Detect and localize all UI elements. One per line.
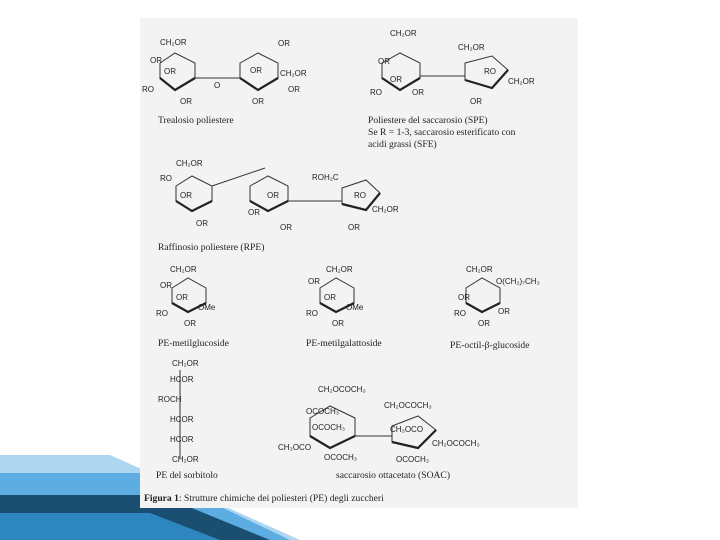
- atom-spe-5: OR: [412, 88, 424, 97]
- caption-metilglucoside: PE-metilglucoside: [158, 338, 229, 349]
- ring-octilglucoside-edge: [466, 303, 500, 312]
- atom-spe-1: CH₂OR: [390, 29, 417, 38]
- atom-octilglucoside-4: RO: [454, 309, 466, 318]
- atom-soac-5: OCOCH₃: [324, 453, 358, 462]
- atom-metilglucoside-3: OR: [176, 293, 188, 302]
- structure-trealosio: [142, 38, 307, 126]
- atom-spe-4: RO: [370, 88, 382, 97]
- atom-soac-3: OCOCH₃: [312, 423, 346, 432]
- atom-spe-8: CH₂OR: [508, 77, 535, 86]
- atom-sorbitolo-2: HCOR: [170, 375, 194, 384]
- ring-trealosio-2-edge: [240, 78, 278, 90]
- caption-spe-line3: acidi grassi (SFE): [368, 139, 437, 150]
- structure-octilglucoside: [450, 265, 540, 351]
- atom-octilglucoside-3: OR: [458, 293, 470, 302]
- atom-metilgalattoside-4: RO: [306, 309, 318, 318]
- caption-sorbitolo: PE del sorbitolo: [156, 470, 218, 481]
- ring-trealosio-1-edge: [160, 78, 195, 90]
- atom-sorbitolo-1: CH₂OR: [172, 359, 199, 368]
- atom-metilgalattoside-1: CH₂OR: [326, 265, 353, 274]
- atom-trealosio-9: CH₂OR: [280, 69, 307, 78]
- atom-soac-8: CH₂OCOCH₃: [432, 439, 480, 448]
- atom-trealosio-4: RO: [142, 85, 154, 94]
- atom-rpe-6: OR: [267, 191, 279, 200]
- atom-metilgalattoside-3: OR: [324, 293, 336, 302]
- atom-metilglucoside-6: OR: [184, 319, 196, 328]
- figure-caption-text: [144, 493, 384, 504]
- ring-soac-glucose-edge: [310, 436, 355, 448]
- atom-trealosio-1: CH₂OR: [160, 38, 187, 47]
- atom-spe-7: RO: [484, 67, 496, 76]
- atom-rpe-3: OR: [180, 191, 192, 200]
- atom-rpe-1: CH₂OR: [176, 159, 203, 168]
- figure-panel: [140, 18, 578, 508]
- caption-soac: saccarosio ottacetato (SOAC): [336, 470, 451, 481]
- atom-metilgalattoside-5: OMe: [346, 303, 364, 312]
- atom-soac-2: OCOCH₃: [306, 407, 340, 416]
- atom-soac-4: CH₃OCO: [278, 443, 312, 452]
- atom-metilglucoside-2: OR: [160, 281, 172, 290]
- atom-spe-6: CH₂OR: [458, 43, 485, 52]
- atom-trealosio-7: OR: [278, 39, 290, 48]
- atom-trealosio-11: OR: [288, 85, 300, 94]
- atom-rpe-8: ROH₂C: [312, 173, 339, 182]
- atom-octilglucoside-1: CH₂OR: [466, 265, 493, 274]
- atom-rpe-10: CH₂OR: [372, 205, 399, 214]
- structure-sorbitolo: [156, 359, 218, 481]
- atom-soac-1: CH₂OCOCH₃: [318, 385, 366, 394]
- caption-octilglucoside: PE-octil-β-glucoside: [450, 340, 530, 351]
- atom-spe-3: OR: [390, 75, 402, 84]
- atom-trealosio-2: OR: [150, 56, 162, 65]
- ring-rpe-1-edge: [176, 201, 212, 211]
- atom-spe-9: OR: [470, 97, 482, 106]
- atom-rpe-7: OR: [280, 223, 292, 232]
- atom-soac-6: CH₂OCOCH₃: [384, 401, 432, 410]
- atom-metilglucoside-5: OMe: [198, 303, 216, 312]
- structure-metilglucoside: [156, 265, 229, 349]
- atom-rpe-5: OR: [248, 208, 260, 217]
- atom-soac-7: CH₃OCO: [390, 425, 424, 434]
- structure-metilgalattoside: [306, 265, 382, 349]
- structure-soac: [278, 385, 480, 481]
- atom-metilglucoside-1: CH₂OR: [170, 265, 197, 274]
- atom-trealosio-3: OR: [164, 67, 176, 76]
- atom-rpe-2: RO: [160, 174, 172, 183]
- structure-spe: [368, 29, 535, 150]
- atom-trealosio-5: OR: [180, 97, 192, 106]
- atom-soac-9: OCOCH₃: [396, 455, 430, 464]
- atom-metilgalattoside-6: OR: [332, 319, 344, 328]
- atom-metilgalattoside-2: OR: [308, 277, 320, 286]
- atom-sorbitolo-6: CH₂OR: [172, 455, 199, 464]
- atom-metilglucoside-4: RO: [156, 309, 168, 318]
- figure-caption-rest: : Strutture chimiche dei poliesteri (PE) degli zuccheri: [178, 493, 384, 504]
- bond-rpe-link-1: [212, 168, 265, 186]
- atom-octilglucoside-2: O(CH₂)₇CH₃: [496, 277, 540, 286]
- atom-sorbitolo-4: HCOR: [170, 415, 194, 424]
- atom-spe-2: OR: [378, 57, 390, 66]
- chemical-structures-figure: [140, 18, 578, 488]
- atom-sorbitolo-3: ROCH: [158, 395, 182, 404]
- atom-octilglucoside-5: OR: [498, 307, 510, 316]
- atom-trealosio-10: OR: [252, 97, 264, 106]
- caption-trealosio: Trealosio poliestere: [158, 115, 234, 126]
- figure-caption: [140, 490, 578, 506]
- atom-rpe-4: OR: [196, 219, 208, 228]
- atom-trealosio-8: OR: [250, 66, 262, 75]
- figure-caption-bold: Figura 1: [144, 493, 179, 504]
- caption-spe-line1: Poliestere del saccarosio (SPE): [368, 115, 488, 126]
- caption-metilgalattoside: PE-metilgalattoside: [306, 338, 382, 349]
- caption-rpe: Raffinosio poliestere (RPE): [158, 242, 265, 253]
- atom-octilglucoside-6: OR: [478, 319, 490, 328]
- atom-rpe-9: RO: [354, 191, 366, 200]
- atom-rpe-11: OR: [348, 223, 360, 232]
- caption-spe-line2: Se R = 1-3, saccarosio esterificato con: [368, 127, 516, 138]
- atom-sorbitolo-5: HCOR: [170, 435, 194, 444]
- structure-rpe: [158, 159, 399, 253]
- atom-trealosio-6: O: [214, 81, 221, 90]
